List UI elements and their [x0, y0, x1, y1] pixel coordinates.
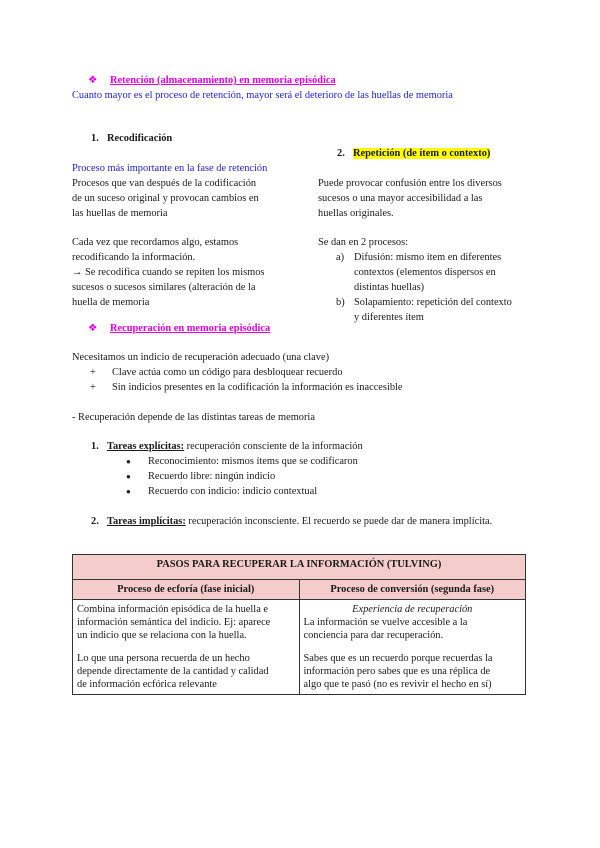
dot-bullet-icon: ● — [126, 487, 131, 496]
recuperacion-heading: Recuperación en memoria episódica — [110, 323, 271, 334]
text-line: las huellas de memoria — [72, 208, 168, 219]
text-line: Puede provocar confusión entre los diversos — [318, 178, 502, 189]
explicitas-text: recuperación consciente de la información — [184, 441, 363, 452]
repeticion-heading-row — [337, 146, 490, 161]
table-col2-cell — [299, 600, 526, 695]
text-line: Lo que una persona recuerda de un hecho — [77, 653, 250, 664]
table-col1-header: Proceso de ecforía (fase inicial) — [73, 580, 300, 600]
recodificacion-highlight: Proceso más importante en la fase de retención — [72, 163, 268, 174]
text-line: conciencia para dar recuperación. — [303, 630, 444, 641]
explicitas-list — [126, 454, 358, 499]
text-line: La información se vuelve accesible a la — [303, 617, 468, 628]
implicitas-row — [91, 514, 492, 529]
explicitas-row — [91, 439, 363, 454]
diamond-bullet-icon: ❖ — [88, 75, 98, 86]
explicitas-number: 1. — [91, 441, 99, 452]
implicitas-label: Tareas implícitas: — [107, 516, 186, 527]
diamond-bullet-icon: ❖ — [88, 323, 98, 334]
plus-bullet: + — [90, 367, 96, 378]
recodificacion-paragraph-1 — [72, 176, 259, 221]
recuperacion-plus-list — [90, 365, 403, 395]
recodificacion-heading-row — [91, 131, 172, 146]
list-item — [126, 469, 358, 484]
recuperacion-dash-note: - Recuperación depende de las distintas tareas de memoria — [72, 412, 315, 423]
text-line: sucesos o una mayor accesibilidad a las — [318, 193, 483, 204]
recuperacion-intro: Necesitamos un indicio de recuperación adecuado (una clave) — [72, 352, 330, 363]
dot-bullet-icon: ● — [126, 472, 131, 481]
list-item — [126, 484, 358, 499]
item-text: Solapamiento: repetición del contexto — [354, 297, 512, 308]
repeticion-list — [336, 250, 512, 325]
repeticion-intro: Se dan en 2 procesos: — [318, 237, 409, 248]
text-line: Cada vez que recordamos algo, estamos — [72, 237, 239, 248]
text-line: sucesos o sucesos similares (alteración de la — [72, 282, 256, 293]
retencion-heading: Retención (almacenamiento) en memoria episódica — [110, 75, 336, 86]
item-text: Clave actúa como un código para desbloquear recuerdo — [112, 367, 343, 378]
table-col1-cell — [73, 600, 300, 695]
table-col2-header: Proceso de conversión (segunda fase) — [299, 580, 526, 600]
text-line: → Se recodifica cuando se repiten los mismos — [72, 267, 265, 278]
explicitas-label: Tareas explícitas: — [107, 441, 185, 452]
item-text: Difusión: mismo ítem en diferentes — [354, 252, 502, 263]
item-label: b) — [336, 297, 345, 308]
repeticion-heading: Repetición (de ítem o contexto) — [353, 148, 491, 159]
text-line: recodificando la información. — [72, 252, 196, 263]
repeticion-paragraph — [318, 176, 502, 221]
list-item — [90, 365, 403, 380]
recodificacion-paragraph-2 — [72, 235, 264, 310]
text-line: depende directamente de la cantidad y calidad — [77, 666, 269, 677]
recuperacion-heading-row — [88, 321, 270, 336]
implicitas-text: recuperación inconsciente. El recuerdo se puede dar de manera implícita. — [185, 516, 493, 527]
cell-subtitle: Experiencia de recuperación — [352, 604, 473, 615]
implicitas-number: 2. — [91, 516, 99, 527]
dot-bullet-icon: ● — [126, 457, 131, 466]
item-text: y diferentes ítem — [354, 312, 424, 323]
text-line: de un suceso original y provocan cambios en — [72, 193, 259, 204]
list-item — [126, 454, 358, 469]
item-text: Reconocimiento: mismos ítems que se codificaron — [148, 456, 358, 467]
recodificacion-number: 1. — [91, 133, 99, 144]
retencion-heading-row — [88, 73, 336, 88]
recodificacion-heading: Recodificación — [107, 133, 173, 144]
item-text: contextos (elementos dispersos en — [354, 267, 496, 278]
text-line: huella de memoria — [72, 297, 150, 308]
list-item — [336, 250, 512, 265]
repeticion-number: 2. — [337, 148, 345, 159]
text-line: Combina información episódica de la huella e — [77, 604, 269, 615]
item-text: Recuerdo libre: ningún indicio — [148, 471, 276, 482]
table-title: PASOS PARA RECUPERAR LA INFORMACIÓN (TULVING) — [73, 555, 526, 580]
text-line: información pero sabes que es una réplica de — [303, 666, 491, 677]
item-label: a) — [336, 252, 345, 263]
item-text: Sin indicios presentes en la codificación la información es inaccesible — [112, 382, 403, 393]
text-line: un indicio que se relaciona con la huella. — [77, 630, 247, 641]
retencion-subtitle: Cuanto mayor es el proceso de retención, mayor será el deterioro de las huellas de memoria — [72, 90, 453, 101]
tulving-table — [72, 554, 526, 695]
item-text: Recuerdo con indicio: indicio contextual — [148, 486, 318, 497]
text-line: huellas originales. — [318, 208, 394, 219]
text-line: información semántica del indicio. Ej: aparece — [77, 617, 271, 628]
text-line: Procesos que van después de la codificación — [72, 178, 257, 189]
text-line: Sabes que es un recuerdo porque recuerdas la — [303, 653, 493, 664]
plus-bullet: + — [90, 382, 96, 393]
list-item — [90, 380, 403, 395]
list-item — [336, 295, 512, 310]
item-text: distintas huellas) — [354, 282, 425, 293]
text-line: de información ecfórica relevante — [77, 679, 217, 690]
text-line: algo que te pasó (no es revivir el hecho en sí) — [303, 679, 492, 690]
